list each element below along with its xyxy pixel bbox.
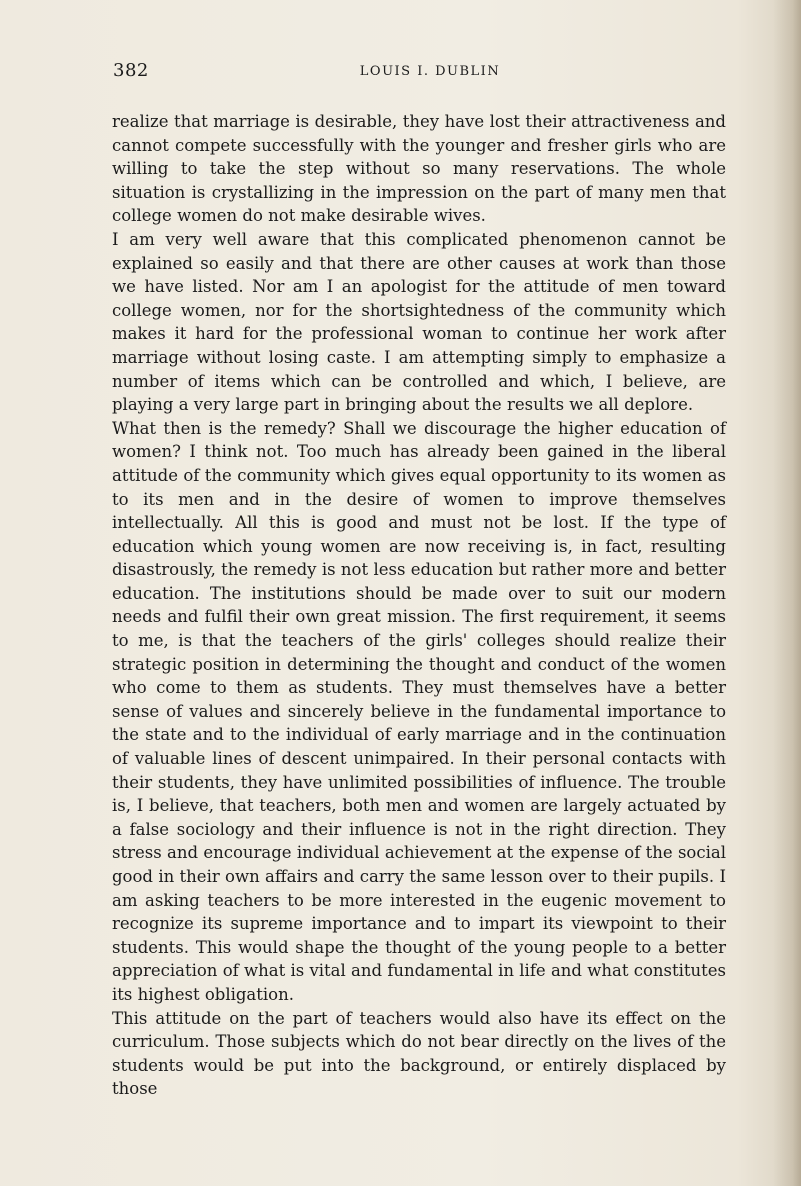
paragraph-3: What then is the remedy? Shall we discourage the higher education of women? I think not. Too much has already been gained in the liberal attitude of the community which gives equal opportunity to its women as to its men and in the desire of women to improve themselves intellectually. All this is good and must not be lost. If the type of education which young women are now receiving is, in fact, resulting disastrously, the remedy is not less education but rather more and better education. The institutions should be made over to suit our modern needs and fulfil their own great mission. The first requirement, it seems to me, is that the teachers of the girls' colleges should realize their strategic position in determining the thought and conduct of the women who come to them as students. They must themselves have a better sense of values and sincerely believe in the fundamental importance to the state and to the individual of early marriage and in the continuation of valuable lines of descent unimpaired. In their personal contacts with their students, they have unlimited possibilities of influence. The trouble is, I believe, that teachers, both men and women are largely actuated by a false sociology and their influence is not in the right direction. They stress and encourage individual achievement at the expense of the social good in their own affairs and carry the same lesson over to their pupils. I am asking teachers to be more interested in the eugenic movement to recognize its supreme importance and to impart its viewpoint to their students. This would shape the thought of the young people to a better appreciation of what is vital and fundamental in life and what constitutes its highest obligation. xyxy=(112,418,726,1004)
paragraph-2: I am very well aware that this complicated phenomenon cannot be explained so easily and that there are other causes at work than those we have listed. Nor am I an apologist for the attitude of men toward college women, nor for the shortsightedness of the community which makes it hard for the professional woman to continue her work after marriage without losing caste. I am attempting simply to emphasize a number of items which can be controlled and which, I believe, are playing a very large part in bringing about the results we all deplore. xyxy=(112,229,726,415)
paragraph-4: This attitude on the part of teachers would also have its effect on the curriculum. Those subjects which do not bear directly on the lives of the students would be put into the background, or entirely displaced by those xyxy=(112,1008,726,1099)
running-head: LOUIS I. DUBLIN xyxy=(359,64,501,79)
body-text xyxy=(112,110,726,1101)
page-edge-shadow xyxy=(773,0,801,1186)
paragraph-1: realize that marriage is desirable, they have lost their attractiveness and cannot compete successfully with the younger and fresher girls who are willing to take the step without so many reservations. The whole situation is crystallizing in the impression on the part of many men that college women do not make desirable wives. xyxy=(112,112,726,226)
page-number: 382 xyxy=(113,60,149,81)
